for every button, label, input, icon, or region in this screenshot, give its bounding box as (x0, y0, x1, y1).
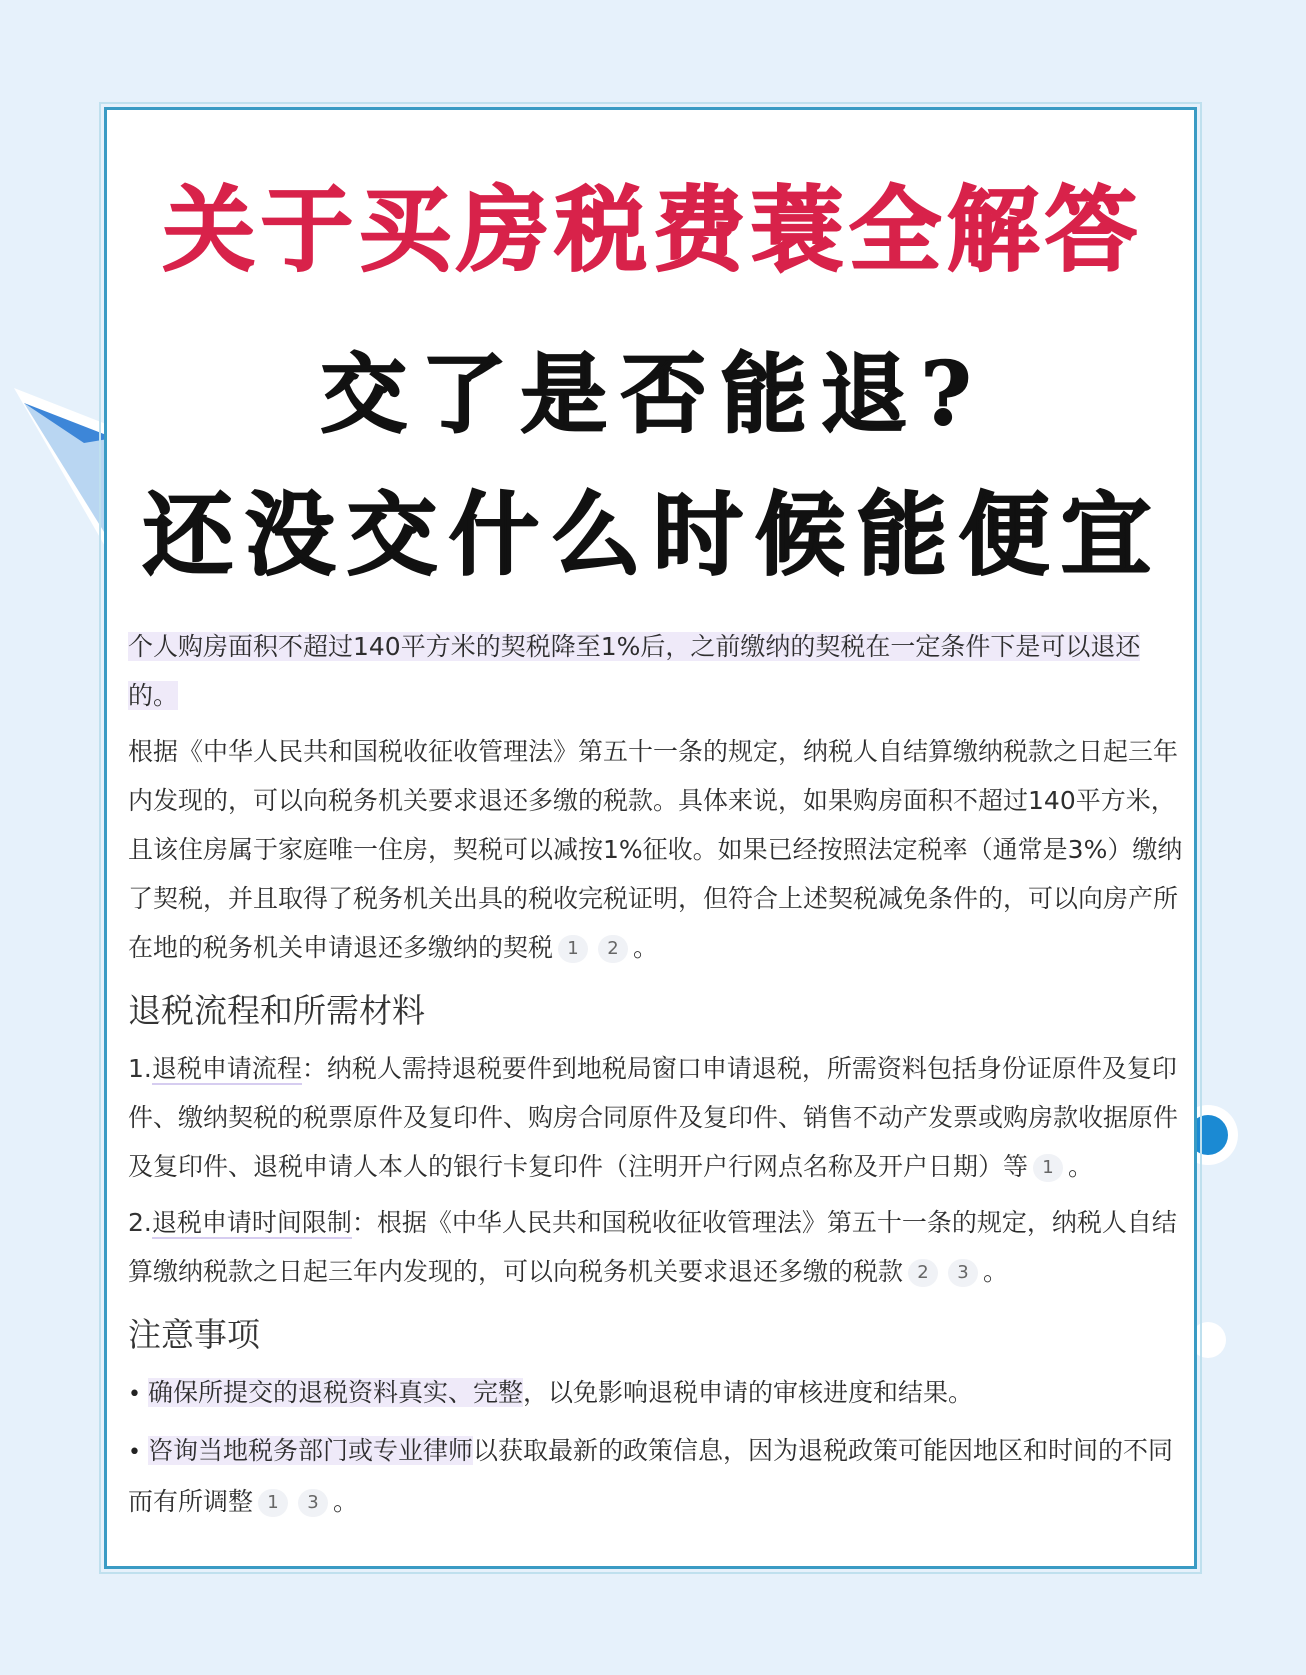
bullet-icon: • (128, 1382, 141, 1407)
item-text: ：纳税人需持退税要件到地税局窗口申请退税，所需资料包括身份证原件及复印件、缴纳契税的税票原件及复印件、购房合同原件及复印件、销售不动产发票或购房款收据原件及复印件、退税申请人本人的银行卡复印件（注明开户行网点名称及开户日期）等 (128, 1054, 1179, 1181)
item-label: 退税申请流程 (151, 1054, 302, 1083)
note-text: ，以免影响退税申请的审核进度和结果。 (523, 1378, 974, 1407)
legal-text: 根据《中华人民共和国税收征收管理法》第五十一条的规定，纳税人自结算缴纳税款之日起三年内发现的，可以向税务机关要求退还多缴的税款。具体来说，如果购房面积不超过140平方米，且该住房属于家庭唯一住房，契税可以减按1%征收。如果已经按照法定税率（通常是3%）缴纳了契税，并且取得了税务机关出具的税收完税证明，但符合上述契税减免条件的，可以向房产所在地的税务机关申请退还多缴纳的契税 (128, 737, 1183, 962)
item-text: ：根据《中华人民共和国税收征收管理法》第五十一条的规定，纳税人自结算缴纳税款之日起三年内发现的，可以向税务机关要求退还多缴的税款 (128, 1208, 1177, 1286)
item-end: 。 (983, 1257, 1009, 1286)
legal-end: 。 (633, 933, 659, 962)
citation-badge[interactable]: 1 (558, 935, 588, 963)
subtitle-line-1: 交了是否能退? (320, 344, 986, 445)
legal-paragraph (128, 727, 1188, 972)
article-body (128, 622, 1188, 1533)
process-item-1 (128, 1044, 1188, 1191)
note-highlight: 咨询当地税务部门或专业律师 (148, 1436, 474, 1465)
citation-badge[interactable]: 3 (948, 1259, 978, 1287)
subtitle-line-2: 还没交什么时候能便宜 (143, 482, 1163, 588)
citation-badge[interactable]: 1 (258, 1489, 288, 1517)
item-number: 2. (128, 1208, 152, 1237)
intro-highlight: 个人购房面积不超过140平方米的契税降至1%后，之前缴纳的契税在一定条件下是可以退还的。 (128, 632, 1141, 710)
process-heading: 退税流程和所需材料 (128, 991, 425, 1030)
page-title: 关于买房税费蓑全解答 (162, 176, 1143, 284)
citation-badge[interactable]: 2 (598, 935, 628, 963)
note-highlight: 确保所提交的退税资料真实、完整 (148, 1378, 524, 1407)
note-text: 以获取最新的政策信息，因为退税政策可能因地区和时间的不同而有所调整 (128, 1436, 1174, 1516)
citation-badge[interactable]: 1 (1033, 1154, 1063, 1182)
process-item-2 (128, 1198, 1188, 1296)
bullet-icon: • (128, 1440, 141, 1465)
item-end: 。 (1068, 1152, 1094, 1181)
note-item-1 (128, 1368, 1188, 1419)
intro-paragraph (128, 622, 1188, 720)
note-item-2 (128, 1426, 1188, 1526)
item-number: 1. (128, 1054, 152, 1083)
item-label: 退税申请时间限制 (151, 1208, 352, 1237)
note-end: 。 (333, 1487, 359, 1516)
citation-badge[interactable]: 2 (908, 1259, 938, 1287)
citation-badge[interactable]: 3 (298, 1489, 328, 1517)
notes-heading: 注意事项 (128, 1315, 260, 1354)
